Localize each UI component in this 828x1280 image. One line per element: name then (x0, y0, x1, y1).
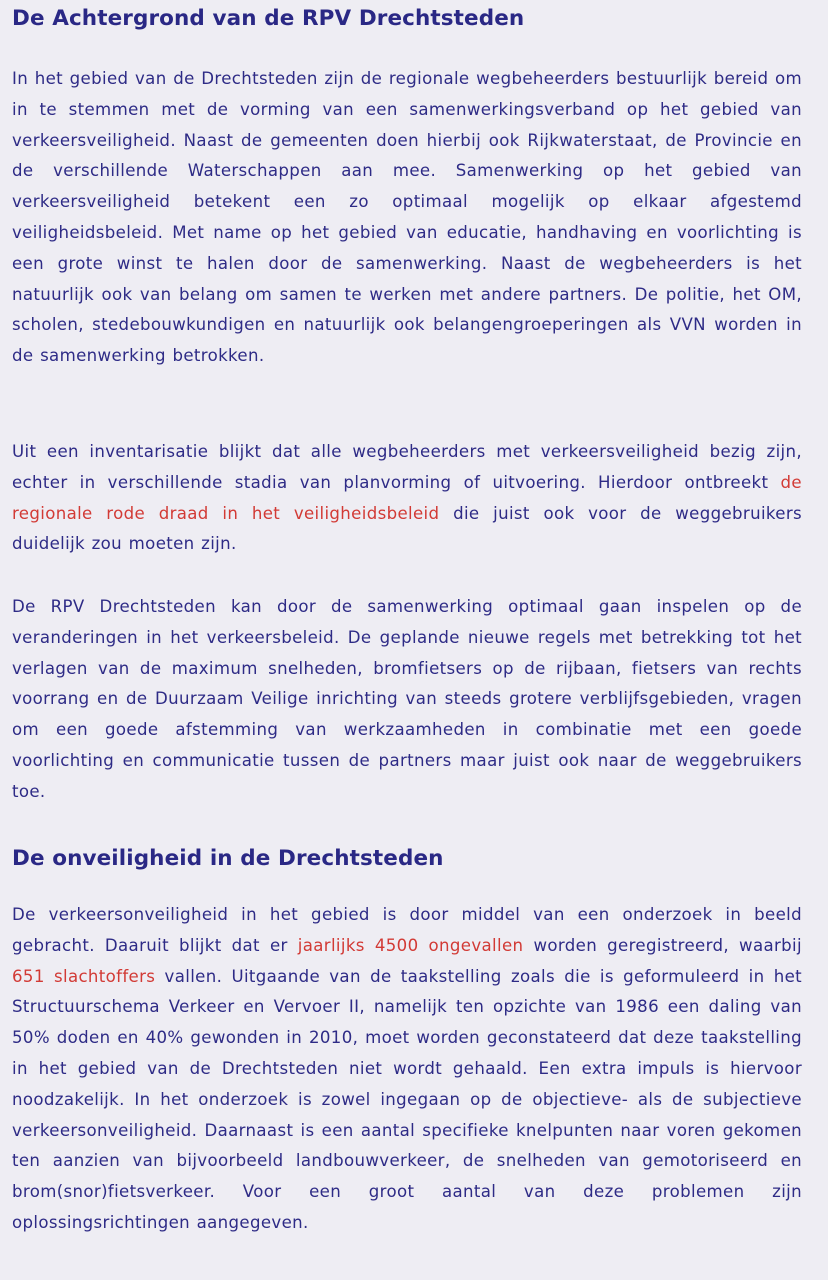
highlight-slachtoffers: 651 slachtoffers (12, 966, 156, 986)
paragraph-verkeersbeleid: De RPV Drechtsteden kan door de samenwerking optimaal gaan inspelen op de veranderingen in het verkeersbeleid. De geplande nieuwe regels met betrekking tot het verlagen van de maximum snelheden, bromfietsers op de rijbaan, fietsers van rechts voorrang en de Duurzaam Veilige inrichting van steeds grotere verblijfsgebieden, vragen om een goede afstemming van werkzaamheden in combinatie met een goede voorlichting en communicatie tussen de partners maar juist ook naar de weggebruikers toe. (12, 597, 802, 801)
section-title-onveiligheid: De onveiligheid in de Drechtsteden (12, 846, 444, 871)
section-title-achtergrond: De Achtergrond van de RPV Drechtsteden (12, 6, 525, 31)
highlight-rode-draad: de regionale rode draad in het veiligheidsbeleid (12, 472, 802, 523)
paragraph-text: vallen. Uitgaande van de taakstelling zoals die is geformuleerd in het Structuurschema Verkeer en Vervoer II, namelijk ten opzichte van 1986 een daling van 50% doden en 40% gewonden in 2010, moet worden geconstateerd dat deze taakstelling in het gebied van de Drechtsteden niet wordt gehaald. Een extra impuls is hiervoor noodzakelijk. In het onderzoek is zowel ingegaan op de objectieve- als de subjectieve verkeersonveiligheid. Daarnaast is een aantal specifieke knelpunten naar voren gekomen ten aanzien van bijvoorbeeld landbouwverkeer, de snelheden van gemotoriseerd en brom(snor)fietsverkeer. Voor een groot aantal van deze problemen zijn oplossingsrichtingen aangegeven. (12, 966, 802, 1232)
paragraph-onderzoek (12, 900, 802, 1239)
paragraph-text: De verkeersonveiligheid in het gebied is door middel van een onderzoek in beeld gebracht. Daaruit blijkt dat er (12, 905, 802, 955)
paragraph-text: die juist ook voor de weggebruikers duidelijk zou moeten zijn. (12, 503, 803, 554)
highlight-ongevallen: jaarlijks 4500 ongevallen (297, 935, 524, 955)
paragraph-text: Uit een inventarisatie blijkt dat alle wegbeheerders met verkeersveiligheid bezig zijn, echter in verschillende stadia van planvorming of uitvoering. Hierdoor ontbreekt (12, 442, 802, 492)
paragraph-inventarisatie (12, 437, 802, 560)
paragraph-samenwerking: In het gebied van de Drechtsteden zijn de regionale wegbeheerders bestuurlijk bereid om in te stemmen met de vorming van een samenwerkingsverband op het gebied van verkeersveiligheid. Naast de gemeenten doen hierbij ook Rijkwaterstaat, de Provincie en de verschillende Waterschappen aan mee. Samenwerking op het gebied van verkeersveiligheid betekent een zo optimaal mogelijk op elkaar afgestemd veiligheidsbeleid. Met name op het gebied van educatie, handhaving en voorlichting is een grote winst te halen door de samenwerking. Naast de wegbeheerders is het natuurlijk ook van belang om samen te werken met andere partners. De politie, het OM, scholen, stedebouwkundigen en natuurlijk ook belangengroeperingen als VVN worden in de samenwerking betrokken. (12, 69, 802, 366)
paragraph-text: worden geregistreerd, waarbij (523, 935, 802, 955)
